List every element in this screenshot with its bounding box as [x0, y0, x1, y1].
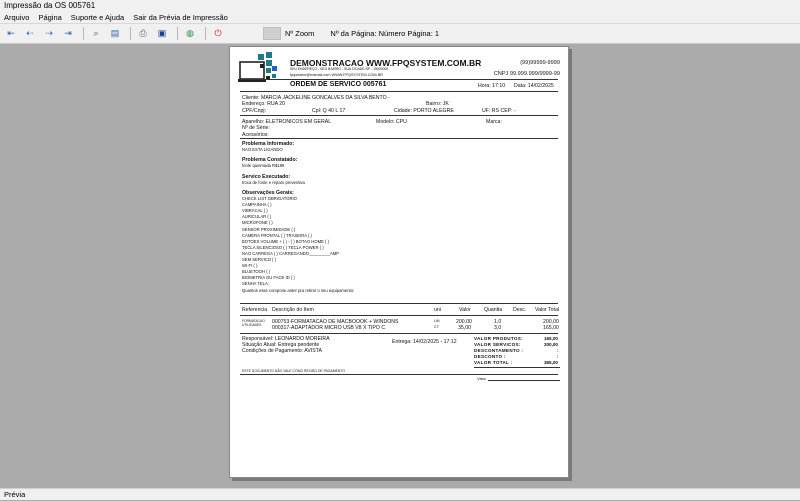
toolbar-divider — [130, 27, 131, 40]
client-uf: UF: RS CEP: - — [482, 108, 516, 114]
device-serial: Nº de Série: — [242, 125, 270, 131]
menu-sair[interactable]: Sair da Prévia de Impressão — [133, 13, 228, 22]
item-total: 200,00 — [543, 319, 559, 325]
checklist-item: MICROFONE ( ) — [242, 220, 273, 226]
window-title: Impressão da OS 005761 — [0, 0, 800, 12]
checklist-item: BLUETOOH ( ) — [242, 269, 271, 275]
col-uni: uni — [434, 307, 441, 313]
web-icon[interactable]: ◍ — [186, 28, 194, 38]
client-cpl: Cpl: Q 40 L 17 — [312, 108, 346, 114]
total-value: : — [556, 354, 558, 359]
total-value: : — [556, 348, 558, 353]
checklist-item: CAMPAINHA ( ) — [242, 202, 272, 208]
col-valor: Valor — [459, 307, 471, 313]
menu-bar — [0, 12, 800, 24]
last-page-icon[interactable]: ⇥ — [64, 28, 72, 38]
problem-informed: NAO ESTA LIGANDO — [242, 147, 283, 152]
items-prefix: FORMATACAO UTILIDADES — [242, 319, 265, 328]
divider — [240, 374, 558, 375]
company-cnpj: CNPJ 99.999.999/9999-99 — [493, 71, 560, 77]
total-label: DESCONTO : — [474, 354, 506, 359]
zoom-field[interactable] — [263, 27, 281, 40]
divider — [240, 79, 558, 80]
order-data: Data: 14/02/2025 — [514, 83, 554, 89]
toolbar-divider — [177, 27, 178, 40]
item-row — [230, 325, 570, 332]
item-qtd: 1,0 — [494, 319, 502, 325]
checklist-item: TECLA SILENCIOSO ( ) TECLA POWER ( ) — [242, 244, 324, 250]
company-phone: (99)99999-9999 — [520, 60, 560, 66]
divider — [240, 115, 558, 116]
total-label: VALOR TOTAL : — [474, 360, 513, 365]
client-name: Cliente: MARCIA JACKELINE GONCALVES DA SILVA BENTO - — [242, 95, 390, 101]
menu-suporte[interactable]: Suporte e Ajuda — [70, 13, 125, 22]
status-bar: Prévia — [0, 488, 800, 500]
toolbar — [0, 24, 800, 44]
company-email: fpqsistem@hotmail.com WWW.FPQSYSTEM.COM.BR — [290, 73, 383, 77]
checklist-item: NAO CARREGA ( ) CARREGANDO_________AMP — [242, 250, 340, 256]
checklist-item: SENSOR PROXIMIDADE ( ) — [242, 226, 296, 232]
prev-page-icon[interactable]: ⇠ — [26, 28, 34, 38]
col-referencia: Referencia — [242, 307, 268, 313]
divider — [240, 315, 558, 316]
signature-line — [488, 380, 560, 381]
total-label: DESCONTAMENTO : — [474, 348, 524, 353]
export-icon[interactable]: ▣ — [157, 28, 167, 38]
divider — [240, 333, 558, 334]
problem-informed-heading: Problema Informado: — [242, 141, 295, 147]
company-name: DEMONSTRACAO WWW.FPQSYSTEM.COM.BR — [290, 58, 482, 68]
client-cpf: CPF/Cnpj: — [242, 108, 266, 114]
checklist-item: AURICULAR ( ) — [242, 214, 272, 220]
item-uni: UN — [434, 319, 440, 323]
checklist-item: BOTOES VOLUME + ( ) - ( ) BOTAO HOME ( ) — [242, 238, 329, 244]
checklist-item: Quantos esse compone anter pra retirar o seu equipamento: — [242, 287, 355, 293]
item-total: 165,00 — [543, 325, 559, 331]
items-header — [230, 307, 570, 314]
responsible: Responsável: LEONARDO MOREIRA — [242, 336, 330, 342]
checklist-item: VIBRACAL ( ) — [242, 208, 268, 214]
first-page-icon[interactable]: ⇤ — [7, 28, 15, 38]
item-valor: 200,00 — [456, 319, 472, 325]
client-city: Cidade: PORTO ALEGRE — [394, 108, 454, 114]
item-qtd: 3,0 — [494, 325, 502, 331]
order-title: ORDEM DE SERVICO 005761 — [290, 81, 387, 88]
visto-label: Visto — [477, 376, 486, 381]
divider — [240, 303, 558, 304]
company-logo — [238, 52, 278, 86]
client-bairro: Bairro: JK — [426, 101, 449, 107]
device-type: Aparelho: ELETRONICOS EM GERAL — [242, 119, 332, 125]
client-address: Endereço: RUA 20 — [242, 101, 285, 107]
menu-pagina[interactable]: Página — [38, 13, 62, 22]
divider — [240, 138, 558, 139]
total-value: 165,00 — [543, 336, 558, 341]
checklist-item: BIOMETRIA OU FACE ID ( ) — [242, 275, 295, 281]
checklist-item: WI-FI ( ) — [242, 263, 258, 269]
zoom-icon[interactable]: ⌕ — [93, 28, 99, 38]
checklist-item: SENHA TELA: — [242, 281, 269, 287]
company-address: SEU ENDEREÇO - SEU BAIRRO - SUA CIDADE-SP - 15500000 — [290, 67, 389, 71]
item-valor: 35,00 — [458, 325, 471, 331]
totals-divider — [474, 367, 560, 368]
close-preview-icon[interactable]: ⏻ — [214, 28, 222, 38]
item-desc: 000317-ADAPTADOR MICRO USB V8 X TIPO C — [272, 325, 386, 331]
payment-conditions: Condições de Pagamento: AVISTA — [242, 348, 322, 354]
item-uni: CT — [434, 325, 440, 329]
col-total: Valor Total — [535, 307, 560, 313]
menu-arquivo[interactable]: Arquivo — [4, 13, 30, 22]
col-desc: Desc. — [513, 307, 527, 313]
service-done: troca de fonte e reparo preventiva — [242, 180, 305, 185]
total-value: 365,00 — [543, 360, 558, 365]
observations-heading: Observações Gerais: — [242, 190, 294, 196]
checklist-item: SEM SERVICO ( ) — [242, 257, 277, 262]
checklist-item: CHECK LIST OBRIGATORIO — [242, 196, 297, 201]
footer-note: ESTE DOCUMENTO NÃO VALE COMO RECIBO DE PAGAMENTO — [242, 369, 345, 373]
total-label: VALOR PRODUTOS: — [474, 336, 523, 341]
page-number-label: Nº da Página: Número Página: 1 — [330, 29, 440, 38]
delivery-date: Entrega: 14/02/2025 - 17:12 — [392, 339, 457, 345]
total-label: VALOR SERVICOS: — [474, 342, 521, 347]
toolbar-divider — [205, 27, 206, 40]
order-hora: Hora: 17:10 — [478, 83, 506, 89]
divider — [240, 91, 558, 92]
status-current: Situação Atual: Entrega pendente — [242, 342, 320, 348]
device-accessories: Acessórios: — [242, 132, 269, 138]
device-brand: Marca: — [486, 119, 502, 125]
item-desc: 000753-FORMATACAO DE MACBOOOK + WINDONS — [272, 319, 399, 325]
print-icon[interactable]: ⎙ — [139, 28, 147, 38]
zoom-label: Nº Zoom — [285, 29, 315, 38]
toolbar-divider — [83, 27, 84, 40]
service-done-heading: Servico Executado: — [242, 174, 291, 180]
checklist-item: CAMERA FRONTAL ( ) TRASEIRA ( ) — [242, 232, 312, 238]
problem-found: fonte queimada R$199 — [242, 163, 285, 168]
document-page — [229, 46, 569, 478]
device-model: Modelo: CPU — [376, 119, 407, 125]
total-value: 200,00 — [543, 342, 558, 347]
col-descricao: Descrição do Item — [272, 307, 314, 313]
col-quantia: Quantia — [484, 307, 503, 313]
page-view-icon[interactable]: ▤ — [110, 28, 120, 38]
next-page-icon[interactable]: ⇢ — [45, 28, 53, 38]
problem-found-heading: Problema Constatado: — [242, 157, 298, 163]
